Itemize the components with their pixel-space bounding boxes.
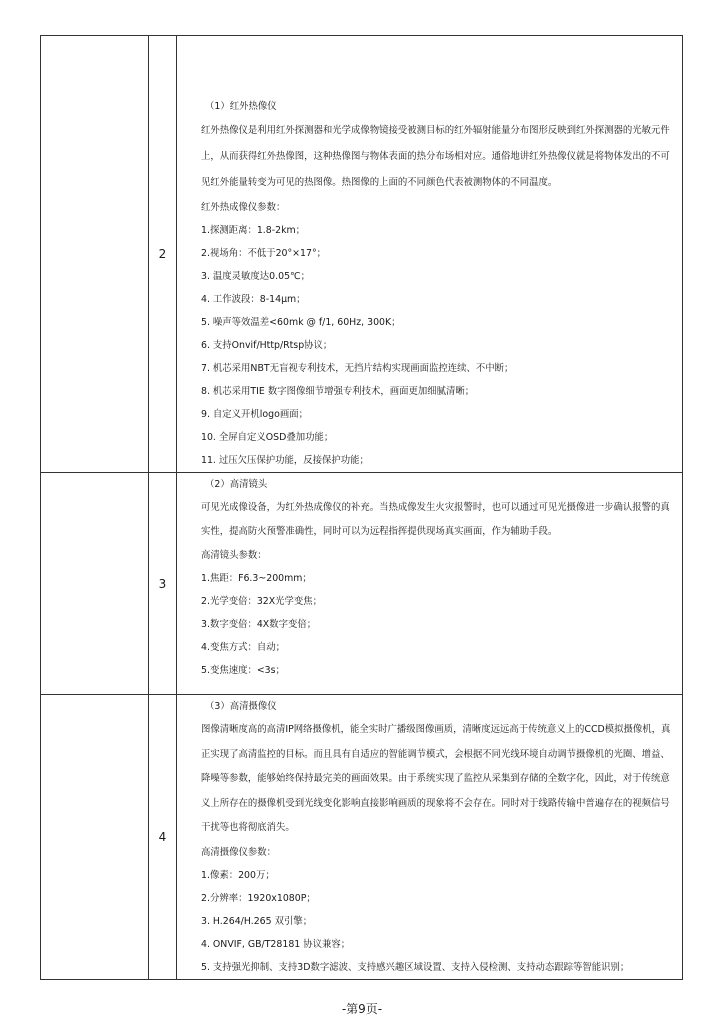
content-cell [177, 36, 683, 473]
list-item: 6. 支持Onvif/Http/Rtsp协议； [201, 340, 333, 351]
row-number: 4 [149, 695, 177, 980]
specification-table [40, 35, 683, 980]
empty-cell [41, 695, 149, 980]
list-item: 1.焦距：F6.3~200mm； [201, 573, 312, 584]
list-item: 2.光学变倍：32X光学变焦； [201, 596, 323, 607]
section-paragraph: 图像清晰度高的高清IP网络摄像机，能全实时广播级图像画质，清晰度远远高于传统意义上的CCD模拟摄像机，真正实现了高清监控的目标。而且具有自适应的智能调节模式，会根据不同光线环境自动调节摄像机的光圈、增益、降噪等参数，能够始终保持最完美的画面效果。由于系统实现了监控从采集到存储的全数字化，因此，对于传统意义上所存在的摄像机受到光线变化影响直接影响画质的现象将不会存在。同时对于线路传输中普遍存在的视频信号干扰等也将彻底消失。 [201, 724, 671, 833]
section-heading: （3）高清摄像仪 [205, 701, 277, 712]
row-number: 2 [149, 36, 177, 473]
row-number: 3 [149, 473, 177, 695]
section-heading: （1）红外热像仪 [205, 101, 277, 112]
empty-cell [41, 473, 149, 695]
list-item: 3. 温度灵敏度达0.05℃； [201, 271, 310, 282]
list-item: 4. 工作波段：8-14μm； [201, 294, 306, 305]
list-item: 8. 机芯采用TIE 数字图像细节增强专利技术，画面更加细腻清晰； [201, 386, 475, 397]
list-item: 5. 支持强光抑制、支持3D数字滤波、支持感兴趣区域设置、支持入侵检测、支持动态跟踪等智能识别； [201, 961, 630, 973]
list-item: 2.视场角：不低于20°×17°； [201, 248, 327, 259]
list-item: 4. ONVIF, GB/T28181 协议兼容； [201, 938, 351, 950]
list-item: 4.变焦方式：自动； [201, 642, 285, 653]
content-cell [177, 695, 683, 980]
list-item: 2.分辨率：1920x1080P； [201, 892, 316, 904]
page-number: -第9页- [341, 1002, 383, 1016]
list-item: 9. 自定义开机logo画面； [201, 409, 308, 420]
params-title: 高清摄像仪参数： [201, 846, 277, 858]
list-item: 1.探测距离：1.8-2km； [201, 225, 306, 236]
table-row [41, 36, 683, 473]
table-row [41, 473, 683, 695]
params-title: 高清镜头参数： [201, 550, 267, 561]
table-row [41, 695, 683, 980]
list-item: 3. H.264/H.265 双引擎； [201, 915, 313, 927]
list-item: 5.变焦速度：<3s； [201, 665, 285, 676]
list-item: 1.像素：200万； [201, 869, 275, 881]
content-cell [177, 473, 683, 695]
list-item: 3.数字变倍：4X数字变倍； [201, 619, 317, 630]
section-heading: （2）高清镜头 [205, 479, 268, 490]
params-title: 红外热成像仪参数： [201, 202, 286, 213]
list-item: 11. 过压欠压保护功能，反接保护功能； [201, 455, 369, 466]
list-item: 5. 噪声等效温差<60mk @ f/1, 60Hz, 300K； [201, 317, 401, 328]
section-paragraph: 红外热像仪是利用红外探测器和光学成像物镜接受被测目标的红外辐射能量分布图形反映到红外探测器的光敏元件上，从而获得红外热像图，这种热像图与物体表面的热分布场相对应。通俗地讲红外热像仪就是将物体发出的不可见红外能量转变为可见的热图像。热图像的上面的不同颜色代表被测物体的不同温度。 [201, 125, 670, 188]
empty-cell [41, 36, 149, 473]
section-paragraph: 可见光成像设备，为红外热成像仪的补充。当热成像发生火灾报警时，也可以通过可见光摄像进一步确认报警的真实性，提高防火预警准确性，同时可以为远程指挥提供现场真实画面，作为辅助手段。 [201, 502, 670, 537]
list-item: 10. 全屏自定义OSD叠加功能； [201, 432, 334, 443]
list-item: 7. 机芯采用NBT无盲视专利技术，无挡片结构实现画面监控连续、不中断； [201, 363, 514, 374]
